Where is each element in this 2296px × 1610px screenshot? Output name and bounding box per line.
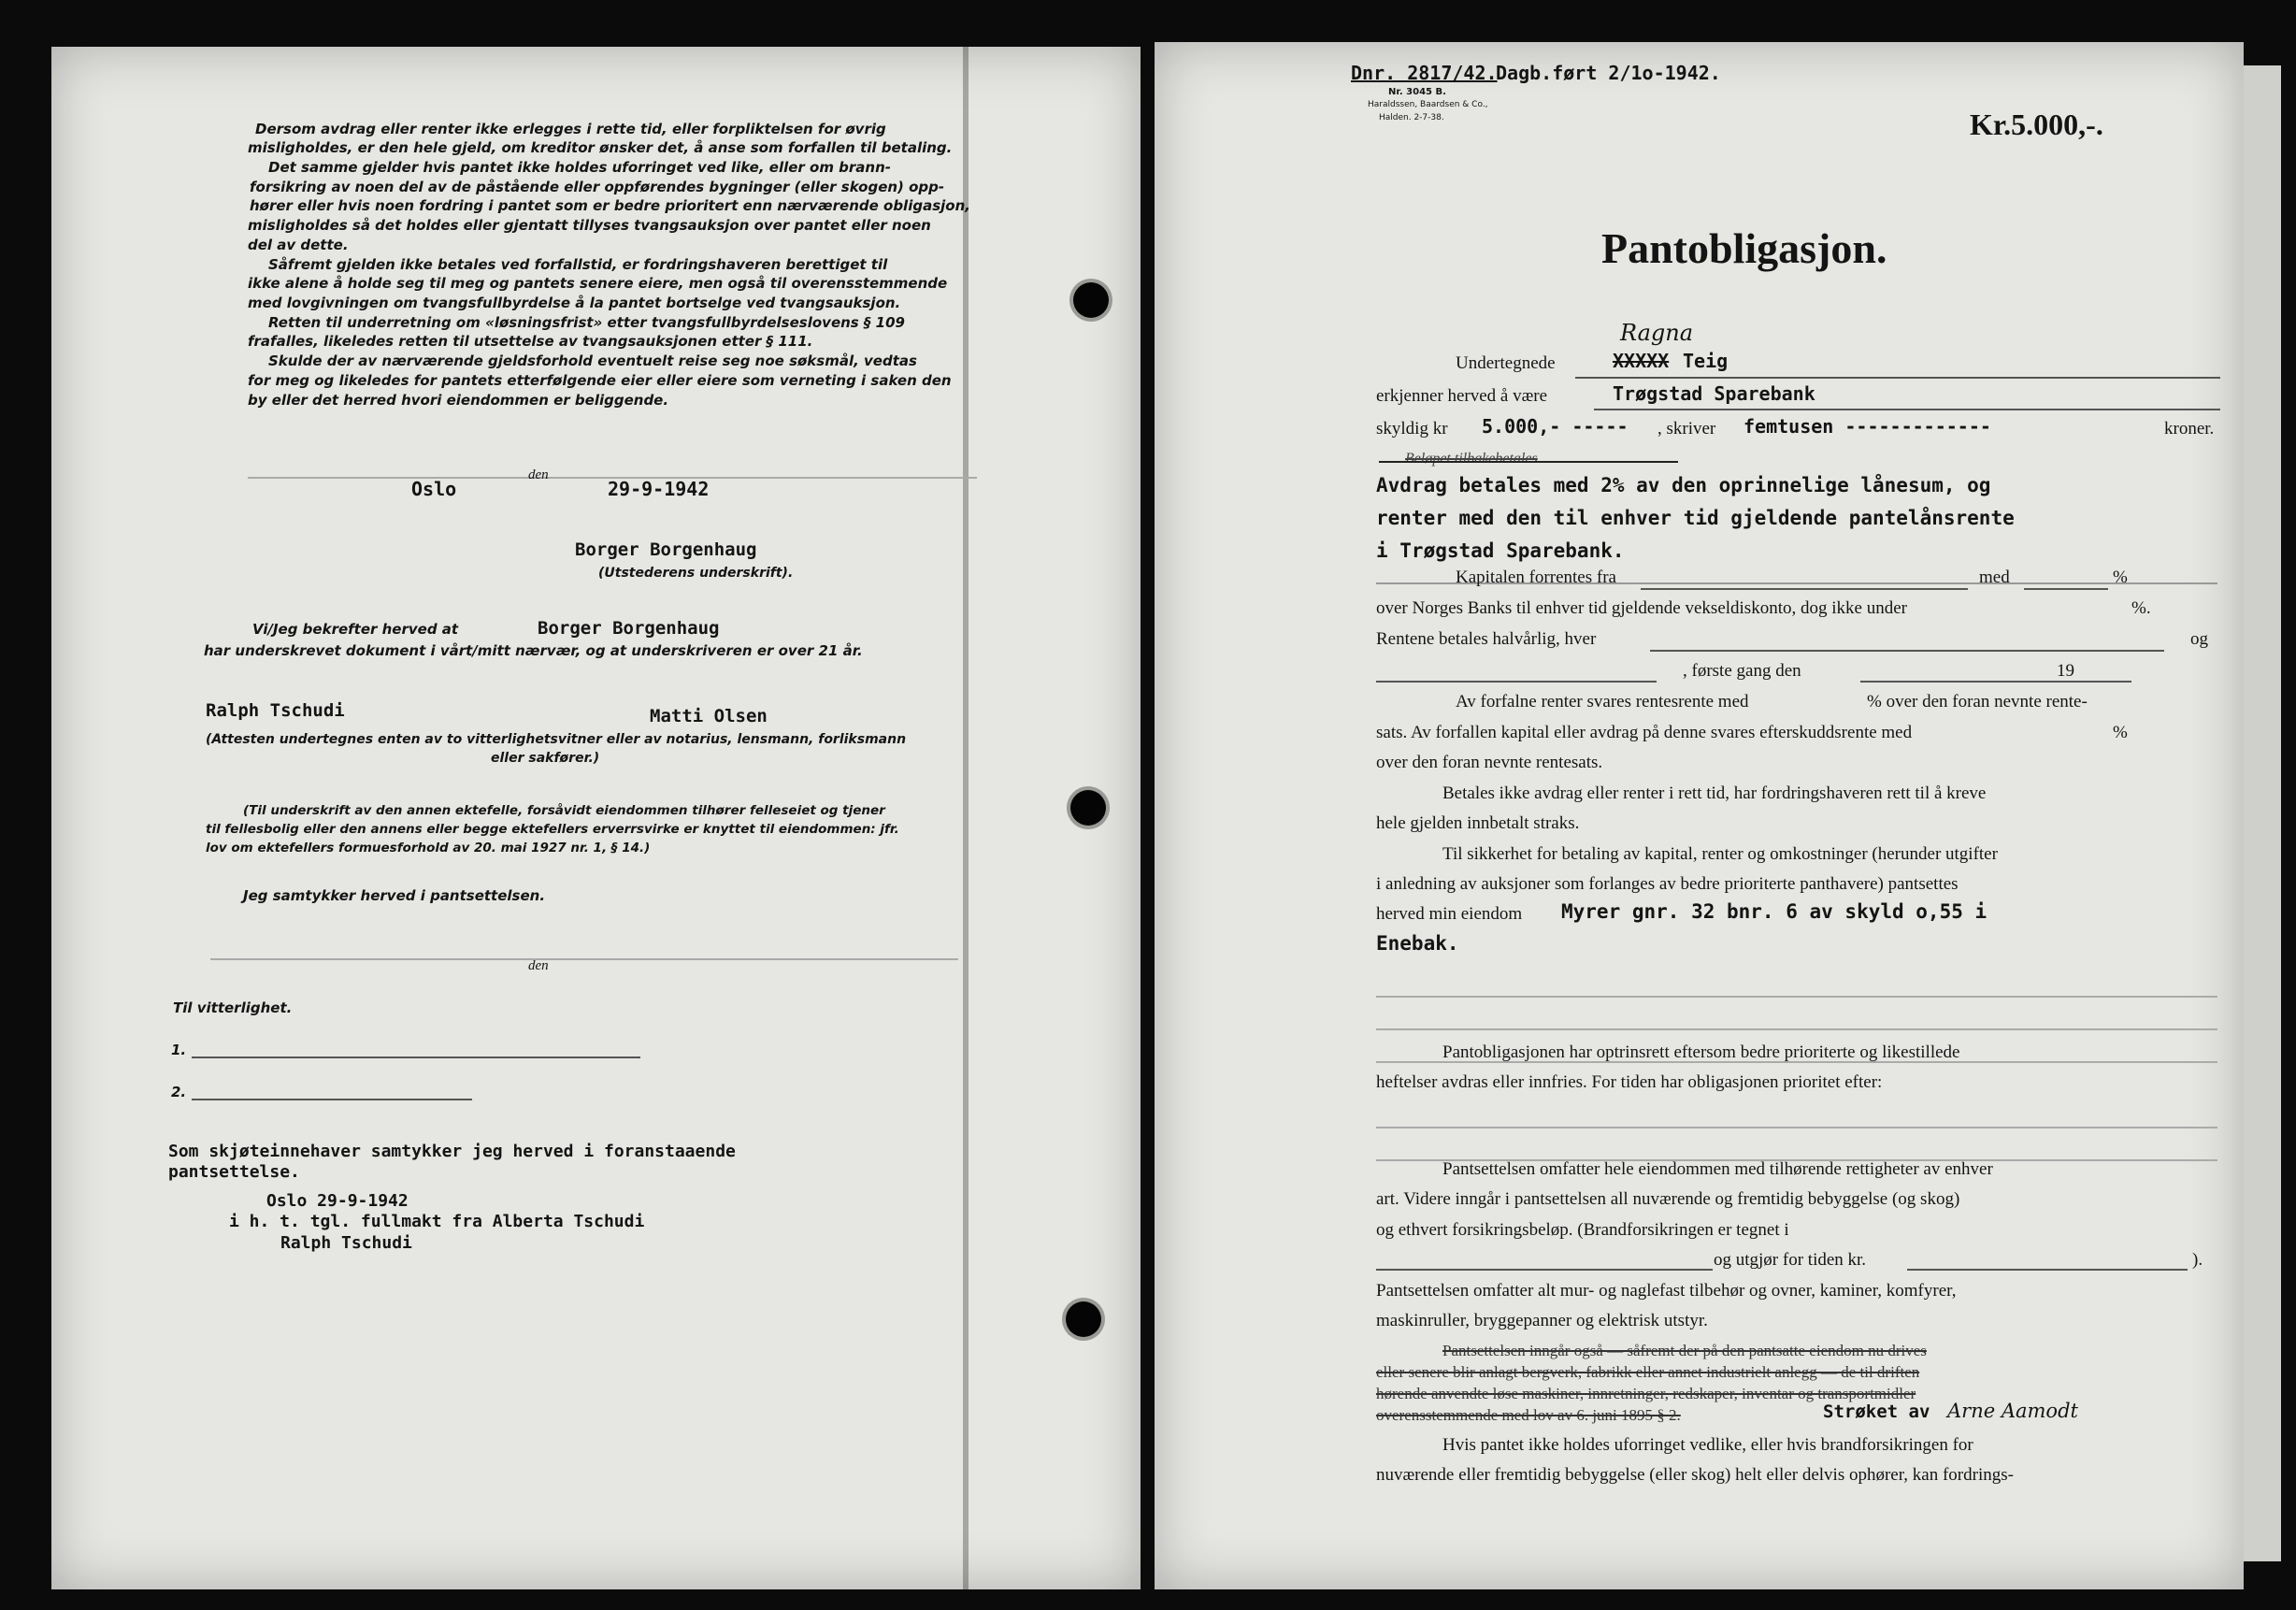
diary-date: Dagb.ført 2/1o-1942. (1496, 62, 1721, 84)
forste-gang-label: , første gang den (1683, 661, 1801, 681)
med-label: med (1979, 568, 2010, 587)
scope-text-4-end: ). (2192, 1250, 2203, 1270)
optrinsrett-text-2: heftelser avdras eller innfries. For tiden har obligasjonen prioritet efter: (1376, 1072, 1883, 1092)
clause-line: Dersom avdrag eller renter ikke erlegges i rette tid, eller forpliktelsen for øvrig (255, 121, 886, 137)
rentesrente-text: Av forfalne renter svares rentesrente med (1456, 692, 1749, 712)
percent-label: % (2113, 568, 2128, 587)
struck-repayment-line: Beløpet tilbakebetales (1405, 451, 1538, 467)
witness-intro-2: har underskrevet dokument i vårt/mitt nærvær, og at underskriveren er over 21 år. (204, 642, 863, 659)
typed-consent-line: Som skjøteinnehaver samtykker jeg herved i foranstaaende (168, 1142, 736, 1161)
percent-label: % (2113, 723, 2128, 742)
printer-place: Halden. 2-7-38. (1379, 113, 1444, 122)
rentesrente-text-2: % over den foran nevnte rente- (1867, 692, 2088, 712)
scope-text-2: art. Videre inngår i pantsettelsen all nuværende og fremtidig bebyggelse (og skog) (1376, 1189, 1960, 1209)
property-description-2: Enebak. (1376, 932, 1459, 955)
clause-line: hører eller hvis noen fordring i pantet som er bedre prioritert enn nærværende obligasjon, (250, 197, 970, 214)
efterskudd-text: sats. Av forfallen kapital eller avdrag på denne svares efterskuddsrente med (1376, 723, 1913, 742)
scope-text: Pantsettelsen omfatter hele eiendommen med tilhørende rettigheter av enhver (1442, 1159, 1993, 1179)
struck-paragraph: hørende anvendte løse maskiner, innretninger, redskaper, inventar og transportmidler (1376, 1385, 1916, 1402)
optrinsrett-text: Pantobligasjonen har optrinsrett eftersom bedre prioriterte og likestillede (1442, 1042, 1960, 1062)
default-text-2: hele gjelden innbetalt straks. (1376, 813, 1580, 833)
security-text-2: i anledning av auksjoner som forlanges av bedre prioriterte panthavere) pantsettes (1376, 874, 1959, 894)
typed-consent-line: Ralph Tschudi (280, 1233, 412, 1253)
binding-hole (1073, 282, 1109, 318)
attest-note-2: eller sakfører.) (491, 751, 600, 766)
maintenance-text-2: nuværende eller fremtidig bebyggelse (eller skog) helt eller delvis ophører, kan fordrings- (1376, 1465, 2014, 1485)
amount-in-words: femtusen ------------- (1744, 415, 1991, 438)
skyldig-label: skyldig kr (1376, 419, 1448, 438)
scope-text-3: og ethvert forsikringsbeløp. (Brandforsikringen er tegnet i (1376, 1220, 1789, 1240)
struck-paragraph: eller senere blir anlagt bergverk, fabrikk eller annet industrielt anlegg — de til driften (1376, 1363, 1920, 1381)
clause-line: forsikring av noen del av de påstående eller oppførendes bygninger (eller skogen) opp- (250, 179, 945, 195)
signing-date: 29-9-1942 (608, 478, 710, 500)
signing-place: Oslo (411, 478, 457, 500)
amount-header: Kr.5.000,-. (1970, 108, 2103, 141)
right-page (1155, 42, 2244, 1589)
page-edge (2244, 65, 2281, 1561)
struck-by-signature: Arne Aamodt (1947, 1400, 2078, 1422)
clause-line: del av dette. (248, 237, 349, 253)
clause-line: Såfremt gjelden ikke betales ved forfallstid, er fordringshaveren berettiget til (268, 256, 888, 273)
page-fold (963, 47, 969, 1589)
spouse-note: (Til underskrift av den annen ektefelle, forsåvidt eiendommen tilhører felleseiet og tjener (243, 803, 885, 818)
document-number: Dnr. 2817/42. (1351, 62, 1498, 84)
skriver-label: , skriver (1657, 419, 1716, 438)
fixtures-text: Pantsettelsen omfatter alt mur- og naglefast tilbehør og ovner, kaminer, komfyrer, (1376, 1281, 1957, 1301)
repayment-terms: Avdrag betales med 2% av den oprinnelige lånesum, og (1376, 474, 1991, 496)
undertegnede-label: Undertegnede (1456, 353, 1556, 373)
creditor-name: Trøgstad Sparebank (1613, 382, 1815, 405)
struck-name: XXXXX (1613, 350, 1670, 372)
kroner-label: kroner. (2164, 419, 2215, 438)
clause-line: Det samme gjelder hvis pantet ikke holdes uforringet ved like, eller om brann- (268, 159, 892, 176)
consent-text: Jeg samtykker herved i pantsettelsen. (243, 887, 546, 904)
clause-line: misligholdes så det holdes eller gjentatt tillyses tvangsauksjon over pantet eller noen (248, 217, 931, 234)
struck-by-label: Strøket av (1823, 1402, 1930, 1422)
debtor-name: Teig (1683, 350, 1729, 372)
witness-intro: Vi/Jeg bekrefter herved at (252, 621, 459, 638)
struck-paragraph: Pantsettelsen inngår også — såfremt der på den pantsatte eiendom nu drives (1442, 1342, 1927, 1359)
default-text: Betales ikke avdrag eller renter i rett tid, har fordringshaveren rett til å kreve (1442, 783, 1987, 803)
security-text: Til sikkerhet for betaling av kapital, renter og omkostninger (herunder utgifter (1442, 844, 1998, 864)
handwritten-name: Ragna (1620, 320, 1694, 346)
binding-hole (1070, 790, 1106, 826)
fixtures-text-2: maskinruller, bryggepanner og elektrisk utstyr. (1376, 1311, 1708, 1330)
kapital-label: Kapitalen forrentes fra (1456, 568, 1616, 587)
maintenance-text: Hvis pantet ikke holdes uforringet vedlike, eller hvis brandforsikringen for (1442, 1435, 1973, 1455)
left-page (51, 47, 1141, 1589)
document-title: Pantobligasjon. (1601, 224, 1887, 272)
issuer-name: Borger Borgenhaug (575, 539, 757, 560)
og-label: og (2190, 629, 2208, 649)
den-label-2: den (528, 958, 549, 973)
repayment-terms: i Trøgstad Sparebank. (1376, 539, 1625, 562)
rentene-label: Rentene betales halvårlig, hver (1376, 629, 1597, 649)
clause-line: by eller det herred hvori eiendommen er beliggende. (248, 392, 669, 409)
clause-line: med lovgivningen om tvangsfullbyrdelse å la pantet bortselge ved tvangsauksjon. (248, 295, 901, 311)
clause-line: misligholdes, er den hele gjeld, om kreditor ønsker det, å anse som forfallen til betaling. (248, 139, 953, 156)
witness-2-name: Matti Olsen (650, 706, 768, 726)
percent-label: %. (2131, 598, 2151, 618)
norges-bank-text: over Norges Banks til enhver tid gjeldende vekseldiskonto, dog ikke under (1376, 598, 1907, 618)
typed-consent-line: i h. t. tgl. fullmakt fra Alberta Tschudi (229, 1212, 645, 1231)
scope-text-4: og utgjør for tiden kr. (1714, 1250, 1867, 1270)
typed-consent-line: pantsettelse. (168, 1162, 300, 1182)
attest-note: (Attesten undertegnes enten av to vitterlighetsvitner eller av notarius, lensmann, forliksmann (206, 732, 907, 747)
spouse-note-2: til fellesbolig eller den annens eller begge ektefellers erverrsvirke er knyttet til eiendommen: jfr. (206, 822, 899, 837)
clause-line: Retten til underretning om «løsningsfrist» etter tvangsfullbyrdelseslovens § 109 (268, 314, 905, 331)
printer-name: Haraldssen, Baardsen & Co., (1368, 100, 1488, 109)
witness-number: 1. (171, 1042, 187, 1058)
den-label: den (528, 467, 549, 482)
witness-signed-name: Borger Borgenhaug (538, 618, 720, 639)
binding-hole (1066, 1301, 1101, 1337)
clause-line: ikke alene å holde seg til meg og pantets senere eiere, men også til overensstemmende (248, 275, 948, 292)
herved-label: herved min eiendom (1376, 904, 1523, 924)
witness-1-name: Ralph Tschudi (206, 700, 345, 721)
property-description: Myrer gnr. 32 bnr. 6 av skyld o,55 i (1561, 900, 1987, 923)
typed-consent-line: Oslo 29-9-1942 (266, 1191, 409, 1211)
year-prefix: 19 (2057, 661, 2074, 681)
spouse-note-3: lov om ektefellers formuesforhold av 20. mai 1927 nr. 1, § 14.) (206, 841, 651, 855)
erkjenner-label: erkjenner herved å være (1376, 386, 1548, 406)
issuer-caption: (Utstederens underskrift). (598, 566, 794, 581)
witness-number: 2. (171, 1084, 187, 1100)
clause-line: frafalles, likeledes retten til utsettelse av tvangsauksjonen etter § 111. (248, 333, 813, 350)
form-number: Nr. 3045 B. (1388, 87, 1446, 97)
clause-line: for meg og likeledes for pantets etterfølgende eier eller eiere som verneting i saken den (248, 372, 952, 389)
til-vitterlighet: Til vitterlighet. (173, 999, 293, 1016)
struck-paragraph: overensstemmende med lov av 6. juni 1895 § 2. (1376, 1406, 1681, 1424)
loan-amount: 5.000,- ----- (1482, 415, 1629, 438)
repayment-terms: renter med den til enhver tid gjeldende pantelånsrente (1376, 507, 2015, 529)
rentesats-text: over den foran nevnte rentesats. (1376, 753, 1603, 772)
clause-line: Skulde der av nærværende gjeldsforhold eventuelt reise seg noe søksmål, vedtas (268, 352, 917, 369)
